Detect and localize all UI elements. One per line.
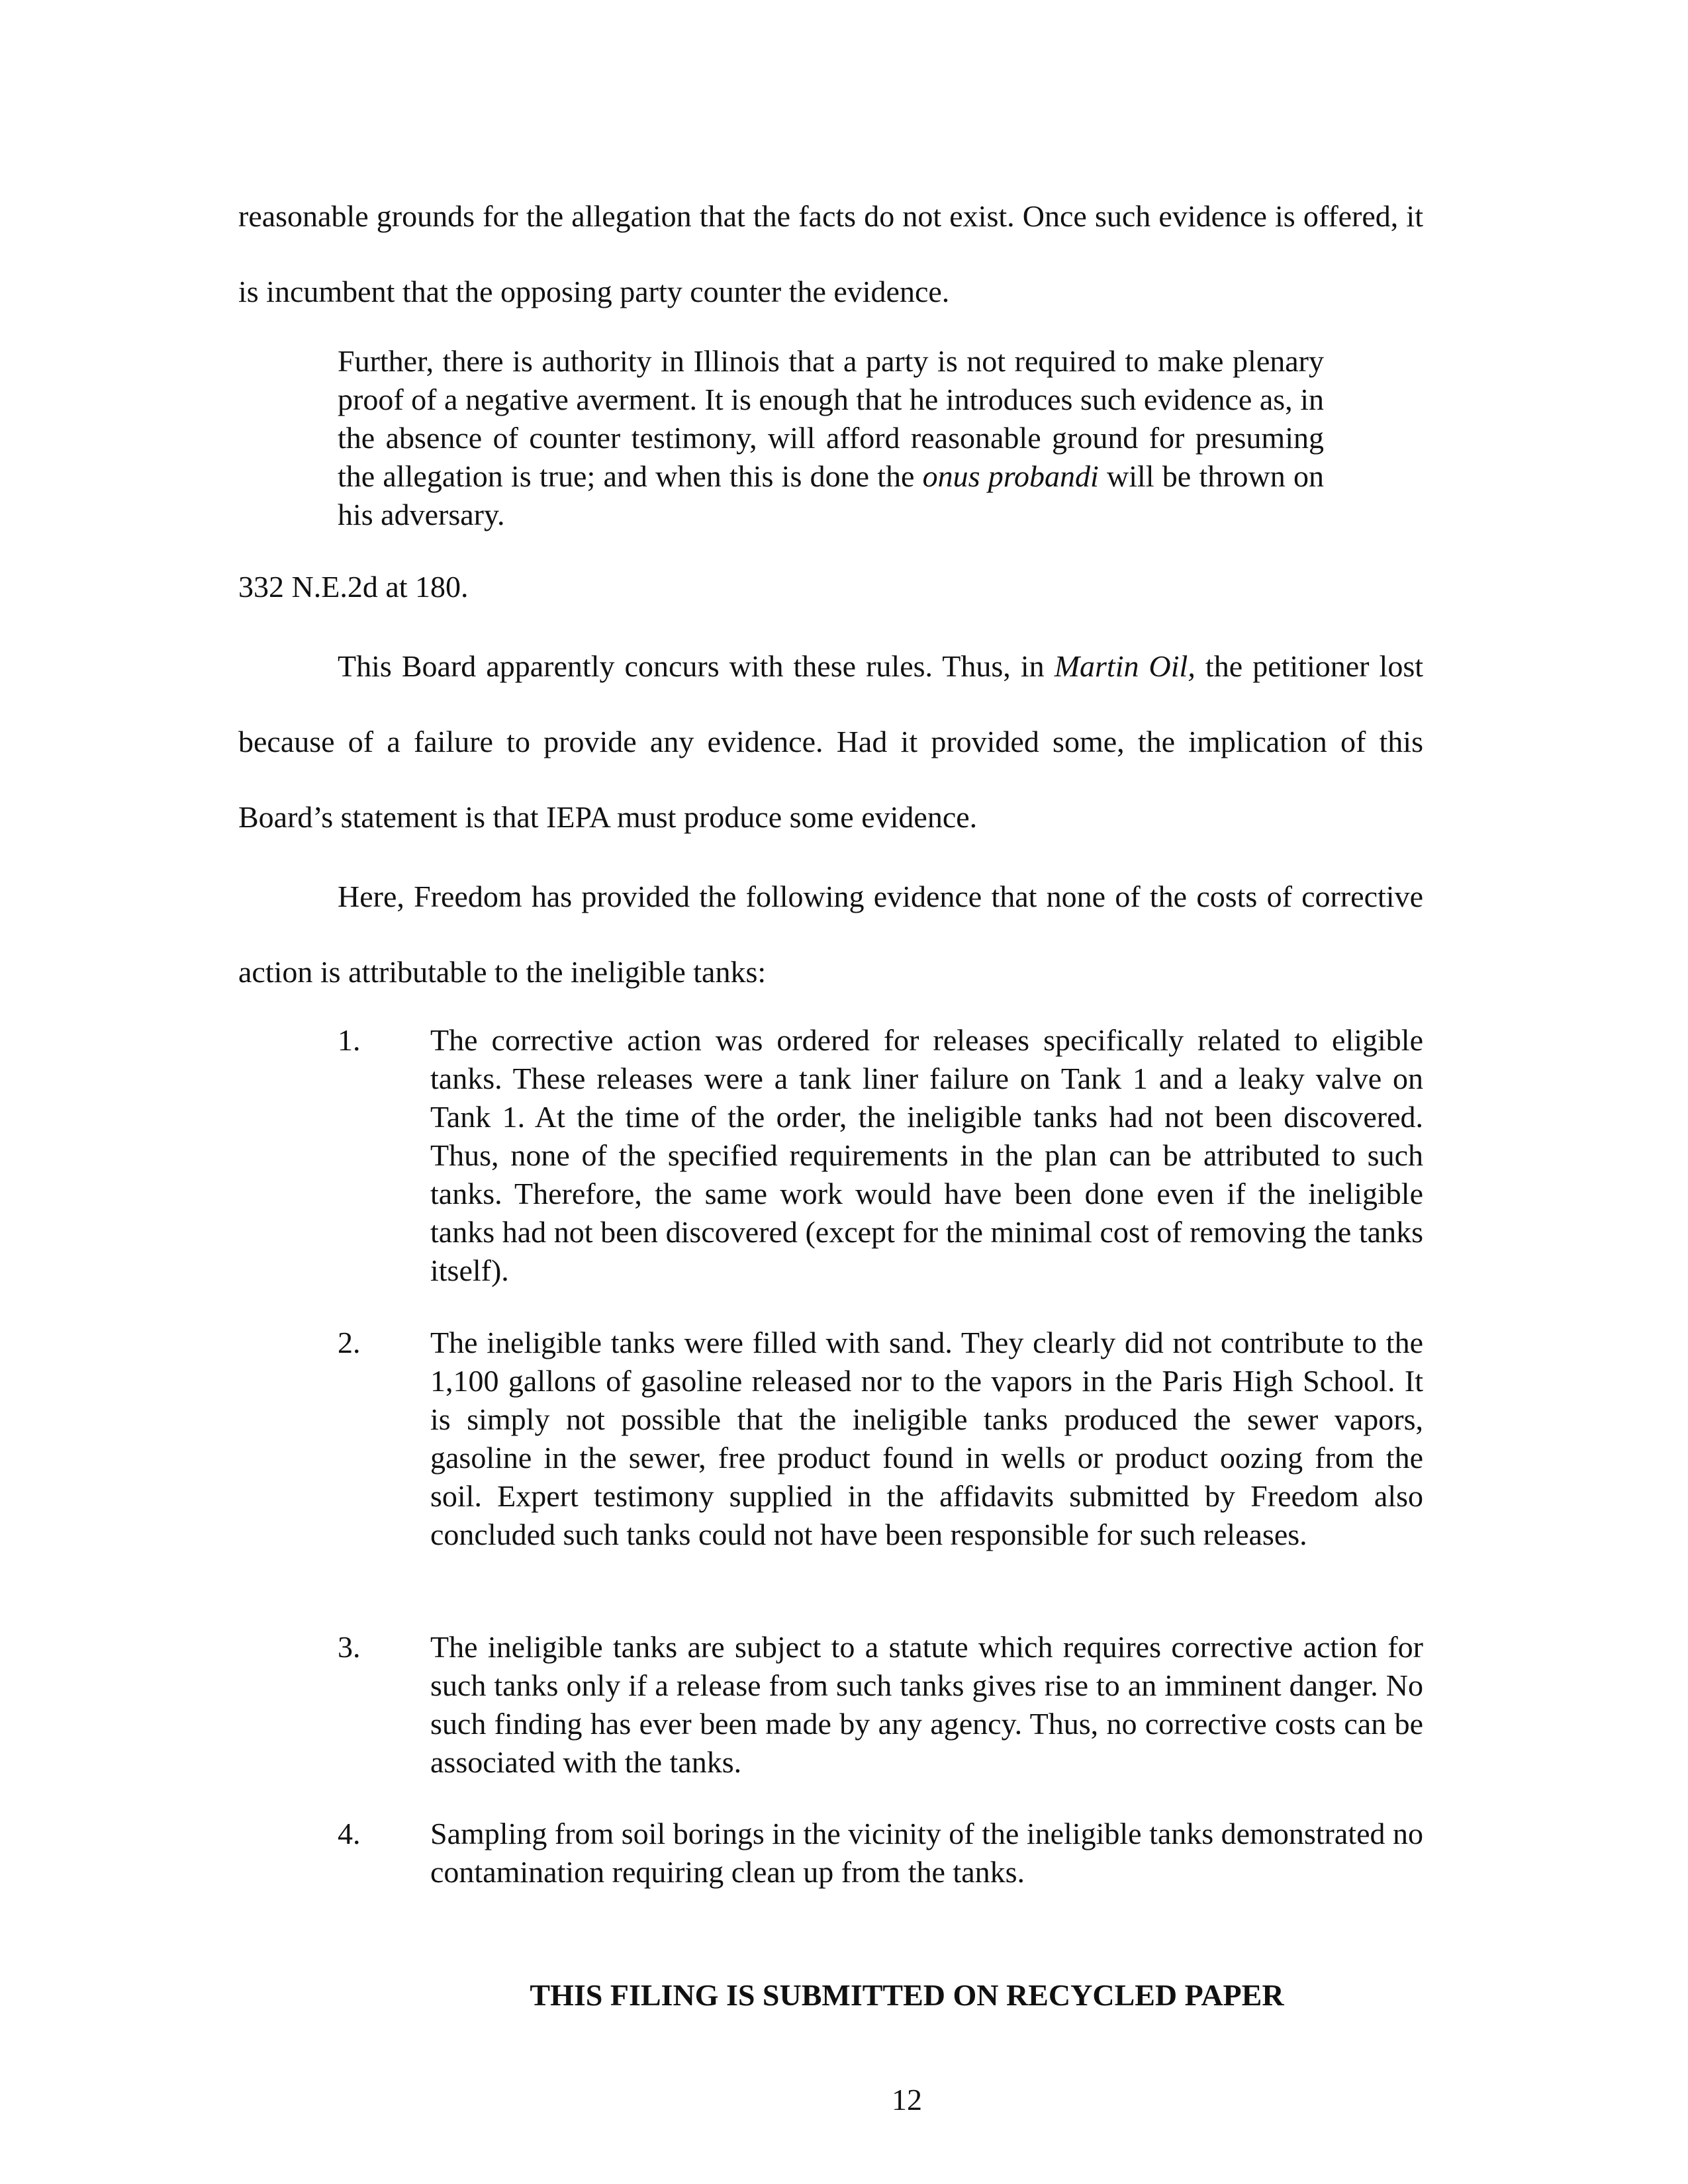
paragraph-text-end: the petitioner lost because of a failure to provide any evidence. Had it provided some, the implication of this Board’s statement is that IEPA must produce some evidence.	[238, 649, 1423, 834]
body-paragraph-continuation	[238, 179, 1423, 330]
list-item-number: 1.	[338, 1023, 361, 1057]
paragraph-text: Here, Freedom has provided the following evidence that none of the costs of corrective action is attributable to the ineligible tanks:	[238, 880, 1423, 989]
paragraph-text: reasonable grounds for the allegation that the facts do not exist. Once such evidence is offered, it is incumbent that the opposing party counter the evidence.	[238, 199, 1423, 308]
list-item-number: 3.	[338, 1630, 361, 1664]
list-item-text: The ineligible tanks were filled with sand. They clearly did not contribute to the 1,100 gallons of gasoline released nor to the vapors in the Paris High School. It is simply not possible that the ineligible tanks produced the sewer vapors, gasoline in the sewer, free product found in wells or product oozing from the soil. Expert testimony supplied in the affidavits submitted by Freedom also concluded such tanks could not have been responsible for such releases.	[430, 1326, 1423, 1551]
list-item-number: 4.	[338, 1817, 361, 1850]
paragraph-text-start: This Board apparently concurs with these rules. Thus, in	[338, 649, 1055, 683]
body-paragraph-board	[238, 629, 1423, 855]
recycled-paper-notice: THIS FILING IS SUBMITTED ON RECYCLED PAPER	[530, 1978, 1284, 2012]
list-item-text: Sampling from soil borings in the vicinity of the ineligible tanks demonstrated no contamination requiring clean up from the tanks.	[430, 1817, 1423, 1889]
list-item-text: The ineligible tanks are subject to a statute which requires corrective action for such tanks only if a release from such tanks gives rise to an imminent danger. No such finding has ever been made by any agency. Thus, no corrective costs can be associated with the tanks.	[430, 1630, 1423, 1779]
block-quote	[338, 342, 1324, 534]
list-item-text: The corrective action was ordered for releases specifically related to eligible tanks. These releases were a tank liner failure on Tank 1 and a leaky valve on Tank 1. At the time of the order, the ineligible tanks had not been discovered. Thus, none of the specified requirements in the plan can be attributed to such tanks. Therefore, the same work would have been done even if the ineligible tanks had not been discovered (except for the minimal cost of removing the tanks itself).	[430, 1023, 1423, 1287]
citation-text: 332 N.E.2d at 180.	[238, 570, 469, 604]
quote-text-start: Further, there is authority in Illinois that a party is not required to make plenary proof of a negative averment. It is enough that he introduces such evidence as, in the absence of counter testimony, will afford reasonable ground for presuming the allegation is true; and when this is done the	[338, 344, 1324, 493]
quote-text-end: will be thrown on his adversary.	[338, 459, 1324, 531]
list-item-number: 2.	[338, 1326, 361, 1359]
page-number: 12	[892, 2083, 922, 2116]
case-name-italic: Martin Oil,	[1054, 649, 1196, 683]
citation	[238, 568, 1423, 606]
body-paragraph-freedom	[238, 859, 1423, 1010]
quote-italic-phrase: onus probandi	[922, 459, 1099, 493]
